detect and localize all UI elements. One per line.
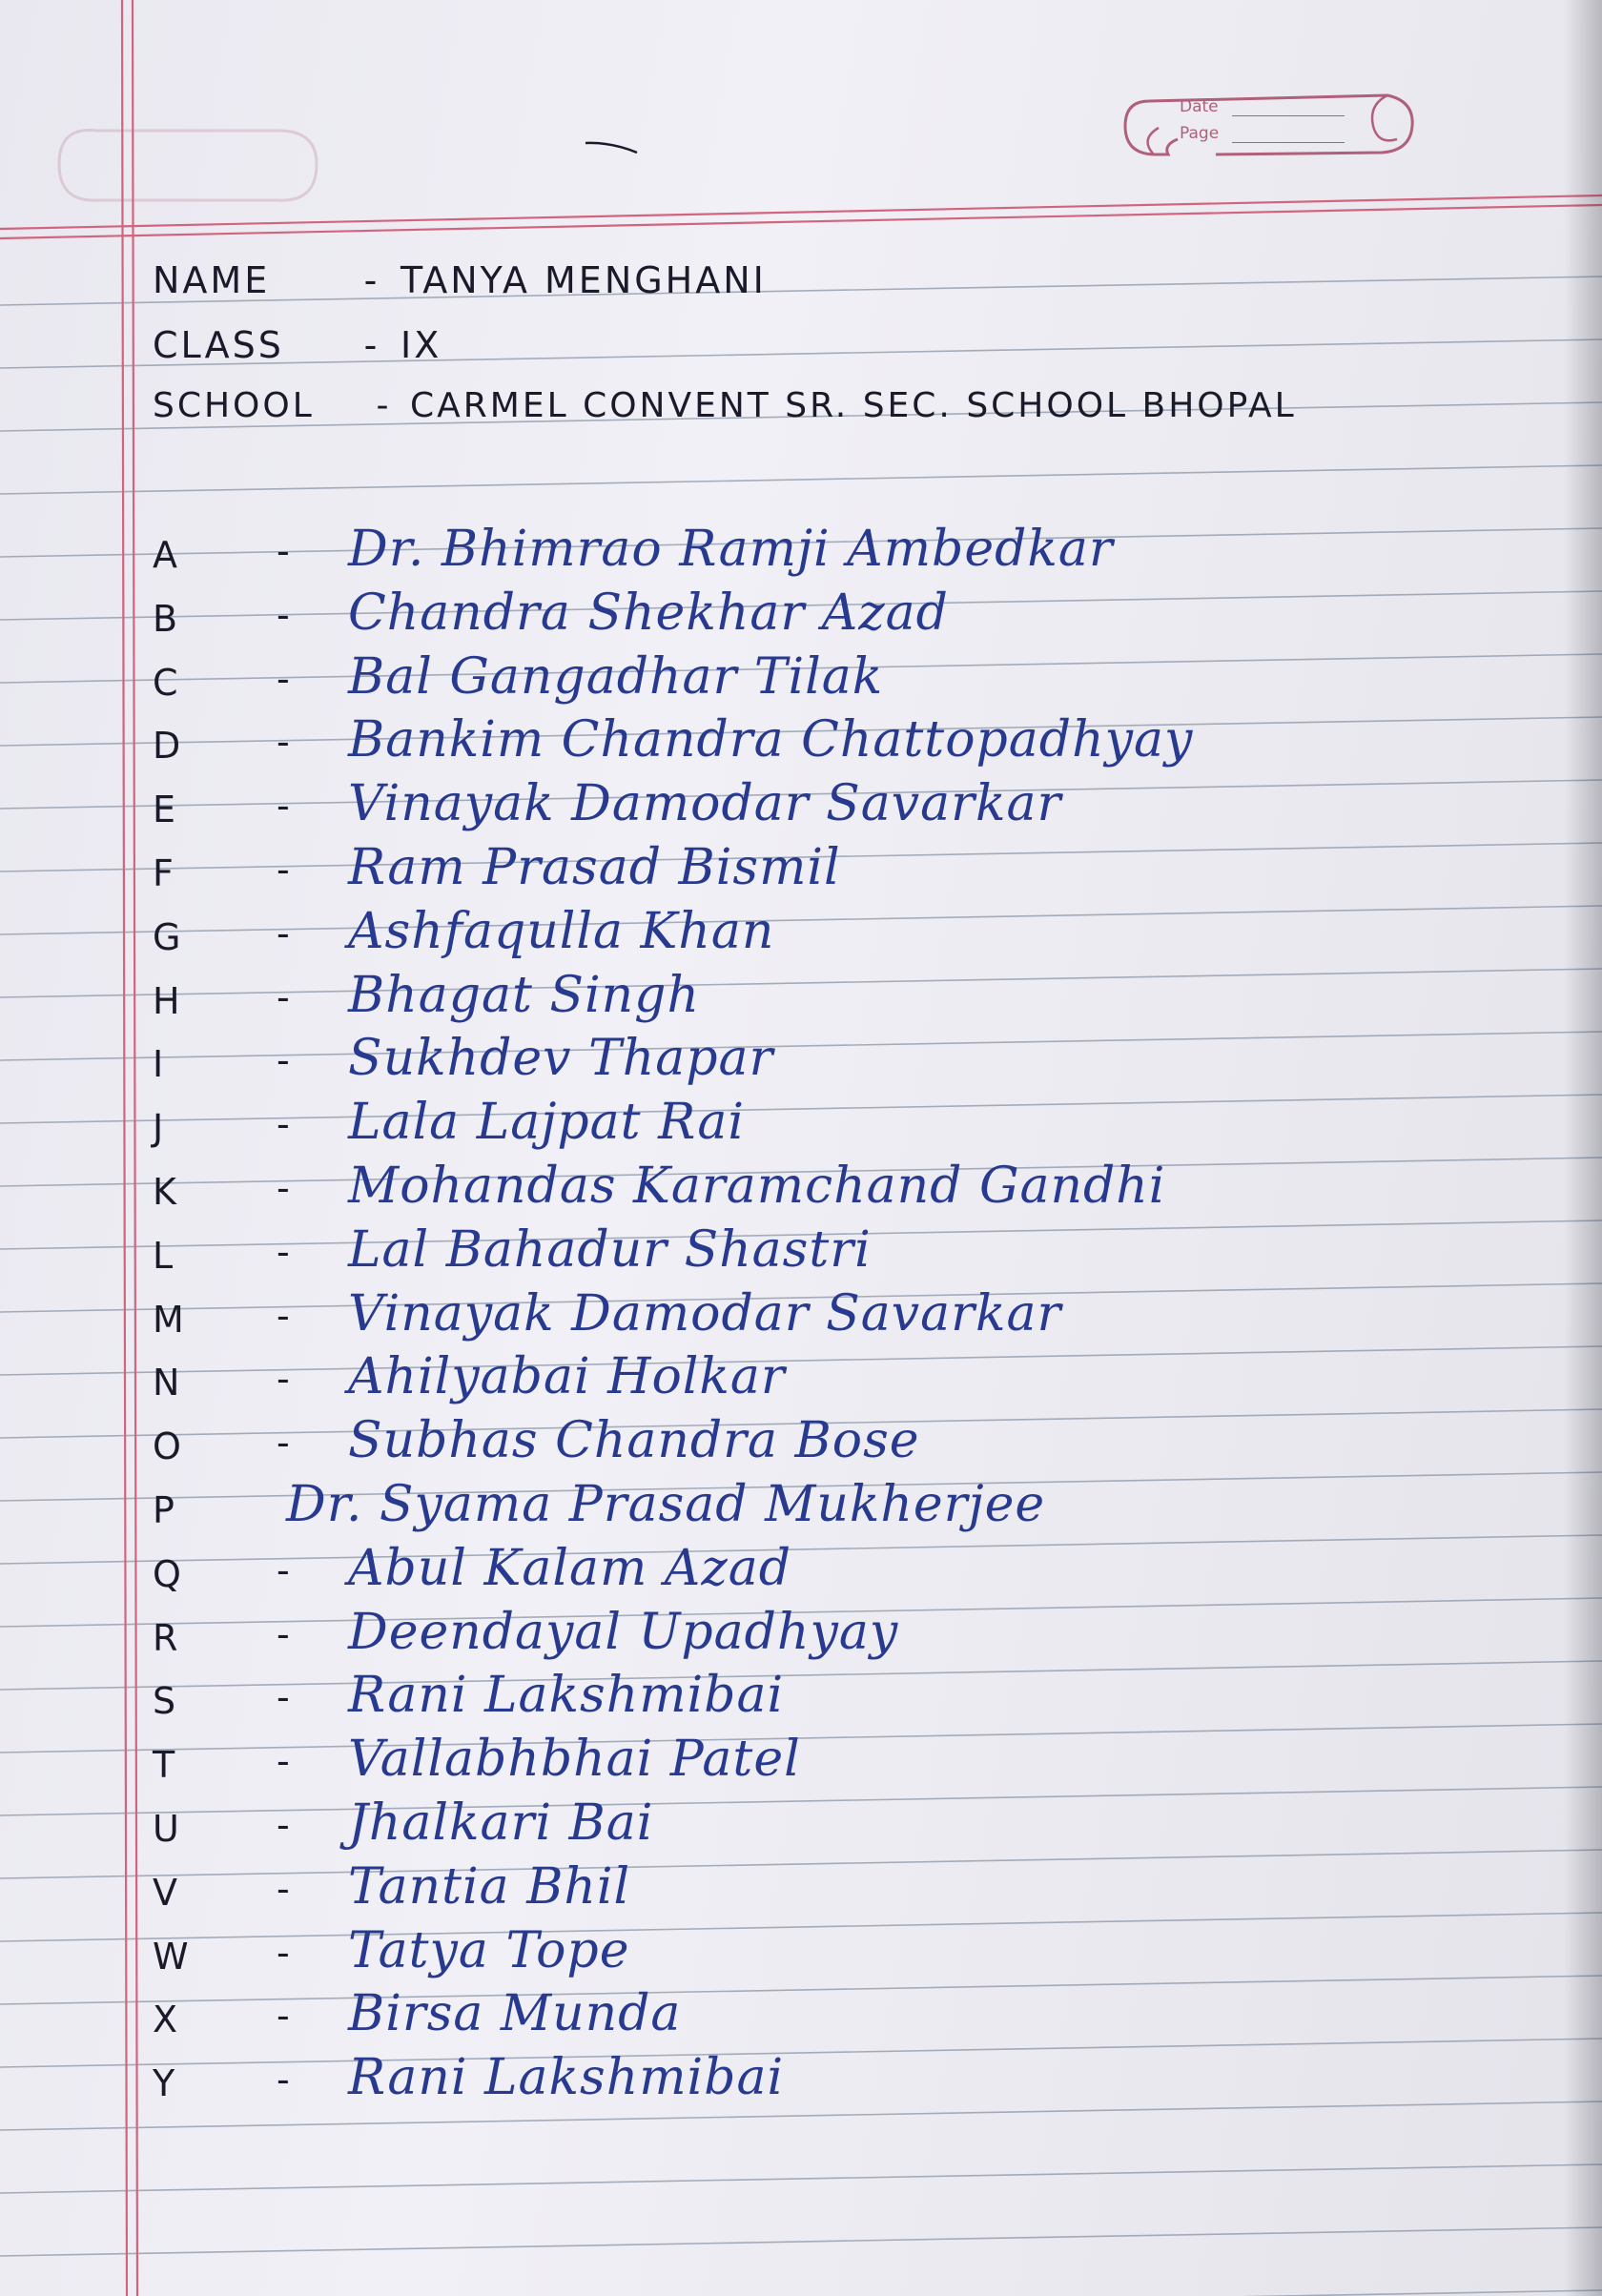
entry-name: Jhalkari Bai [348, 1794, 654, 1852]
entry-name: Vinayak Damodar Savarkar [348, 775, 1062, 832]
date-label: Date [1180, 97, 1219, 116]
school-row [153, 386, 1297, 425]
entry-name: Vinayak Damodar Savarkar [348, 1285, 1062, 1343]
entry-letter: L [153, 1235, 174, 1277]
entry-separator: - [277, 1549, 290, 1591]
entry-name: Birsa Munda [348, 1985, 682, 2042]
entry-separator: - [277, 1932, 290, 1974]
class-label: CLASS [153, 324, 284, 366]
entry-separator: - [277, 1167, 290, 1209]
entry-separator: - [277, 1295, 290, 1337]
name-row [153, 259, 767, 301]
entry-letter: I [153, 1043, 164, 1085]
entry-letter: W [153, 1936, 189, 1978]
entry-letter: D [153, 725, 181, 767]
entry-letter: J [153, 1107, 164, 1149]
entry-name: Vallabhbhai Patel [348, 1731, 801, 1788]
entry-letter: H [153, 980, 180, 1022]
entry-name: Chandra Shekhar Azad [348, 584, 949, 642]
entry-name: Bhagat Singh [348, 967, 700, 1024]
entry-separator: - [277, 1740, 290, 1782]
entry-separator: - [277, 1613, 290, 1655]
entry-name: Rani Lakshmibai [348, 1667, 785, 1724]
entry-name: Bankim Chandra Chattopadhyay [348, 711, 1194, 769]
entry-name: Lala Lajpat Rai [348, 1094, 746, 1151]
entry-letter: P [153, 1489, 175, 1531]
entry-name: Dr. Syama Prasad Mukherjee [286, 1476, 1046, 1533]
student-name: TANYA MENGHANI [400, 259, 767, 301]
entry-name: Mohandas Karamchand Gandhi [348, 1158, 1166, 1215]
class-row [153, 324, 442, 366]
entry-name: Bal Gangadhar Tilak [348, 648, 884, 706]
entry-separator: - [277, 658, 290, 700]
entry-letter: Q [153, 1553, 181, 1595]
entry-letter: E [153, 789, 176, 830]
entry-letter: C [153, 662, 178, 704]
entry-name: Lal Bahadur Shastri [348, 1221, 872, 1279]
school-separator: - [376, 386, 392, 425]
entry-name: Tatya Tope [348, 1922, 630, 1979]
entry-name: Rani Lakshmibai [348, 2049, 785, 2106]
entry-letter: O [153, 1425, 181, 1467]
entry-name: Abul Kalam Azad [348, 1540, 792, 1597]
entry-letter: Y [153, 2062, 175, 2104]
page-label: Page [1180, 124, 1220, 143]
entry-letter: T [153, 1744, 175, 1786]
entry-separator: - [277, 1231, 290, 1273]
entry-letter: G [153, 916, 181, 958]
entry-separator: - [277, 785, 290, 827]
entry-letter: M [153, 1299, 184, 1341]
entry-name: Ram Prasad Bismil [348, 839, 841, 896]
entry-letter: S [153, 1680, 176, 1722]
entry-letter: U [153, 1808, 179, 1850]
page-edge-shadow [1564, 0, 1602, 2296]
entry-letter: A [153, 534, 177, 576]
entry-name: Tantia Bhil [348, 1858, 631, 1916]
entry-letter: X [153, 1999, 178, 2040]
entry-name: Dr. Bhimrao Ramji Ambedkar [348, 521, 1114, 578]
entry-separator: - [277, 1676, 290, 1718]
entry-separator: - [277, 1039, 290, 1081]
entry-separator: - [277, 1103, 290, 1145]
faint-stamp-mark [40, 116, 336, 212]
entry-letter: V [153, 1872, 177, 1914]
entry-letter: R [153, 1617, 178, 1659]
entry-letter: K [153, 1171, 176, 1213]
school-value: CARMEL CONVENT SR. SEC. SCHOOL BHOPAL [410, 386, 1297, 425]
page-line [1232, 142, 1345, 143]
name-separator: - [363, 259, 380, 301]
entry-separator: - [277, 1422, 290, 1464]
class-value: IX [400, 324, 442, 366]
class-separator: - [363, 324, 380, 366]
date-line [1232, 115, 1345, 116]
entry-name: Sukhdev Thapar [348, 1030, 774, 1087]
entry-separator: - [277, 721, 290, 763]
entry-name: Subhas Chandra Bose [348, 1412, 920, 1469]
pen-mark [584, 138, 641, 157]
entry-separator: - [277, 2059, 290, 2101]
entry-name: Deendayal Upadhyay [348, 1604, 899, 1661]
school-label: SCHOOL [153, 386, 315, 425]
entry-separator: - [277, 1804, 290, 1846]
entry-separator: - [277, 912, 290, 954]
entry-separator: - [277, 530, 290, 572]
entry-letter: F [153, 852, 174, 894]
entry-separator: - [277, 976, 290, 1018]
entry-separator: - [277, 1995, 290, 2037]
entry-letter: N [153, 1362, 180, 1404]
entry-separator: - [277, 1868, 290, 1910]
entry-separator: - [277, 1358, 290, 1400]
entry-separator: - [277, 594, 290, 636]
entry-letter: B [153, 598, 178, 640]
date-page-stamp [1111, 82, 1416, 170]
entry-name: Ashfaqulla Khan [348, 903, 775, 960]
entry-name: Ahilyabai Holkar [348, 1348, 786, 1405]
name-label: NAME [153, 259, 271, 301]
entry-separator: - [277, 849, 290, 891]
